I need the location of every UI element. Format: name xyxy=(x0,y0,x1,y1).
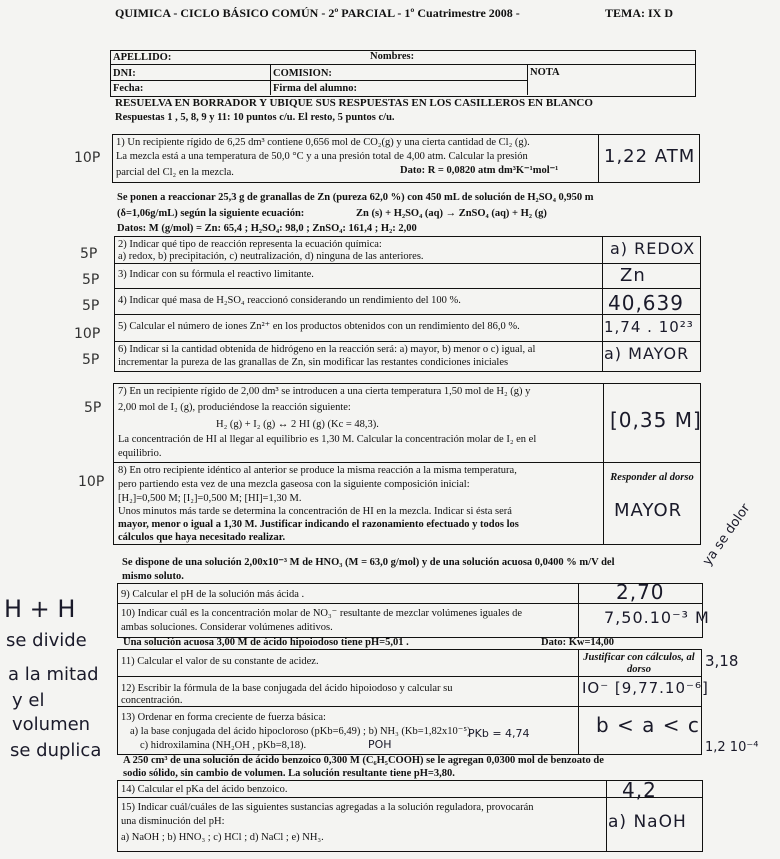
q13-text-2: a) la base conjugada del ácido hipocloroso (pKb=6,49) ; b) NH₃ (Kb=1,82x10⁻⁵) xyxy=(130,726,471,737)
margin-score-q3: 5P xyxy=(82,272,100,288)
q4-answer: 40,639 xyxy=(608,291,684,315)
apellido-label: APELLIDO: xyxy=(113,52,172,63)
hio-dato: Dato: Kw=14,00 xyxy=(541,637,615,648)
q15-text-2: una disminución del pH: xyxy=(121,816,225,827)
q7-text-1: 7) En un recipiente rígido de 2,00 dm³ se introducen a una cierta temperatura 1,50 mol de H₂ (g) y xyxy=(118,386,531,397)
q3-text: 3) Indicar con su fórmula el reactivo limitante. xyxy=(118,269,314,280)
q2-answer: a) REDOX xyxy=(610,239,696,258)
q6-answer: a) MAYOR xyxy=(604,344,690,363)
q1-text-3: parcial del Cl₂ en la mezcla. xyxy=(116,167,234,178)
q13-answer: b < a < c xyxy=(596,713,700,737)
q1-text-1: 1) Un recipiente rígido de 6,25 dm³ contiene 0,656 mol de CO₂(g) y una cierta cantidad de Cl₂ (g). xyxy=(116,137,530,148)
margin-score-q2: 5P xyxy=(80,246,98,262)
margin-score-q6: 5P xyxy=(82,352,100,368)
q13-text-1: 13) Ordenar en forma creciente de fuerza básica: xyxy=(121,712,326,723)
margin-hint-3: a la mitad xyxy=(8,664,99,685)
q7-text-2: 2,00 mol de I₂ (g), produciéndose la reacción siguiente: xyxy=(118,402,351,413)
q10-text-2: ambas soluciones. Considerar volúmenes aditivos. xyxy=(121,622,333,633)
zn-equation: Zn (s) + H₂SO₄ (aq) → ZnSO₄ (aq) + H₂ (g) xyxy=(356,208,547,219)
q12-text-1: 12) Escribir la fórmula de la base conjugada del ácido hipoiodoso y calcular su xyxy=(121,683,453,694)
margin-hint-5: volumen xyxy=(12,714,91,735)
hio-justificar: Justificar con cálculos, al dorso xyxy=(583,652,695,675)
q8-text-5: mayor, menor o igual a 1,30 M. Justificar indicando el razonamiento efectuado y todos los xyxy=(118,519,519,530)
margin-right-value: 1,2 10⁻⁴ xyxy=(705,740,759,755)
margin-right-ka: 3,18 xyxy=(705,652,739,670)
hno3-intro-2: mismo soluto. xyxy=(122,571,184,582)
hio-intro: Una solución acuosa 3,00 M de ácido hipoiodoso tiene pH=5,01 . xyxy=(123,637,409,648)
q10-answer: 7,50.10⁻³ M xyxy=(604,608,710,627)
q15-answer: a) NaOH xyxy=(608,812,687,832)
q7-text-4: equilibrio. xyxy=(118,448,162,459)
margin-score-q7: 5P xyxy=(84,400,102,416)
exam-tema: TEMA: IX D xyxy=(605,6,673,20)
dni-label: DNI: xyxy=(113,68,136,79)
instructions-main: RESUELVA EN BORRADOR Y UBIQUE SUS RESPUESTAS EN LOS CASILLEROS EN BLANCO xyxy=(115,97,593,109)
q8-text-4: Unos minutos más tarde se determina la concentración de HI en la mezcla. Indicar si ésta será xyxy=(118,506,512,517)
q2-text-1: 2) Indicar qué tipo de reacción representa la ecuación química: xyxy=(118,239,382,250)
margin-score-q5: 10P xyxy=(74,326,101,342)
margin-score-q4: 5P xyxy=(82,298,100,314)
benz-intro-2: sodio sólido, sin cambio de volumen. La solución resultante tiene pH=3,80. xyxy=(123,768,455,779)
zn-intro-2: (δ=1,06g/mL) según la siguiente ecuación: xyxy=(117,208,305,219)
nombres-label: Nombres: xyxy=(370,51,415,62)
q3-answer: Zn xyxy=(620,265,646,286)
q15-text-3: a) NaOH ; b) HNO₃ ; c) HCl ; d) NaCl ; e) NH₃. xyxy=(121,832,324,843)
q1-dato: Dato: R = 0,0820 atm dm³K⁻¹mol⁻¹ xyxy=(400,165,559,176)
benz-intro-1: A 250 cm³ de una solución de ácido benzoico 0,300 M (C₆H₅COOH) se le agregan 0,0300 mol de benzoato de xyxy=(123,755,604,766)
q14-answer: 4,2 xyxy=(622,778,657,802)
margin-hint-6: se duplica xyxy=(10,740,102,761)
q13-note-poh: POH xyxy=(368,738,392,751)
q9-text: 9) Calcular el pH de la solución más ácida . xyxy=(121,589,305,600)
q7-text-3: La concentración de HI al llegar al equilibrio es 1,30 M. Calcular la concentración molar de I₂ en el xyxy=(118,434,537,445)
q1-answer: 1,22 ATM xyxy=(604,146,696,167)
q13-note-pkb: PKb = 4,74 xyxy=(468,727,530,740)
q8-text-1: 8) En otro recipiente idéntico al anterior se produce la misma reacción a la misma temperatura, xyxy=(118,465,517,476)
comision-label: COMISION: xyxy=(273,68,332,79)
q5-text: 5) Calcular el número de iones Zn²⁺ en los productos obtenidos con un rendimiento del 86,0 %. xyxy=(118,321,520,332)
q5-answer: 1,74 . 10²³ xyxy=(604,318,694,336)
q14-text: 14) Calcular el pKa del ácido benzoico. xyxy=(121,784,288,795)
q6-text-2: incrementar la pureza de las granallas de Zn, sin modificar las restantes condiciones iniciales xyxy=(118,357,509,368)
fecha-label: Fecha: xyxy=(113,83,144,94)
q2-text-2: a) redox, b) precipitación, c) neutralización, d) ninguna de las anteriores. xyxy=(118,251,424,262)
q8-text-3: [H₂]=0,500 M; [I₂]=0,500 M; [HI]=1,30 M. xyxy=(118,493,302,504)
q9-answer: 2,70 xyxy=(616,580,665,604)
margin-hint-1: H + H xyxy=(4,595,76,623)
q4-text: 4) Indicar qué masa de H₂SO₄ reaccionó considerando un rendimiento del 100 %. xyxy=(118,295,461,306)
q7-answer: [0,35 M] xyxy=(610,408,702,432)
q12-answer: IO⁻ [9,77.10⁻⁶] xyxy=(582,679,709,697)
hno3-intro-1: Se dispone de una solución 2,00x10⁻³ M de HNO₃ (M = 63,0 g/mol) y de una solución acuosa 0,0400 % m/V del xyxy=(122,557,615,568)
margin-right-note: ya se dolor xyxy=(700,501,754,569)
exam-title: QUIMICA - CICLO BÁSICO COMÚN - 2º PARCIAL - 1º Cuatrimestre 2008 - xyxy=(115,6,520,20)
margin-score-q1: 10P xyxy=(74,150,101,166)
q11-text: 11) Calcular el valor de su constante de acidez. xyxy=(121,656,319,667)
zn-datos: Datos: M (g/mol) = Zn: 65,4 ; H₂SO₄: 98,0 ; ZnSO₄: 161,4 ; H₂: 2,00 xyxy=(117,223,417,234)
q15-text-1: 15) Indicar cuál/cuáles de las siguientes sustancias agregadas a la solución reguladora, provocarán xyxy=(121,802,534,813)
q1-text-2: La mezcla está a una temperatura de 50,0 °C y a una presión total de 4,00 atm. Calcular la presión xyxy=(116,151,528,162)
q7-equation: H₂ (g) + I₂ (g) ↔ 2 HI (g) (Kc = 48,3). xyxy=(216,419,379,430)
zn-intro-1: Se ponen a reaccionar 25,3 g de granallas de Zn (pureza 62,0 %) con 450 mL de solución de H₂SO₄ 0,950 m xyxy=(117,192,594,203)
q10-text-1: 10) Indicar cuál es la concentración molar de NO₃⁻ resultante de mezclar volúmenes iguales de xyxy=(121,608,523,619)
q6-text-1: 6) Indicar si la cantidad obtenida de hidrógeno en la reacción será: a) mayor, b) menor o c) igual, al xyxy=(118,344,536,355)
q8-dorso-note: Responder al dorso xyxy=(610,472,694,483)
q8-answer: MAYOR xyxy=(614,500,683,521)
margin-score-q8: 10P xyxy=(78,474,105,490)
margin-hint-4: y el xyxy=(12,690,45,711)
q8-text-2: pero partiendo esta vez de una mezcla gaseosa con la siguiente composición inicial: xyxy=(118,479,470,490)
instructions-points: Respuestas 1 , 5, 8, 9 y 11: 10 puntos c/u. El resto, 5 puntos c/u. xyxy=(115,112,395,123)
firma-label: Firma del alumno: xyxy=(273,83,357,94)
q8-text-6: cálculos que haya necesitado realizar. xyxy=(118,532,286,543)
q12-text-2: concentración. xyxy=(121,695,183,706)
nota-label: NOTA xyxy=(530,67,560,78)
q13-text-3: c) hidroxilamina (NH₂OH , pKb=8,18). xyxy=(140,740,307,751)
margin-hint-2: se divide xyxy=(6,630,87,651)
